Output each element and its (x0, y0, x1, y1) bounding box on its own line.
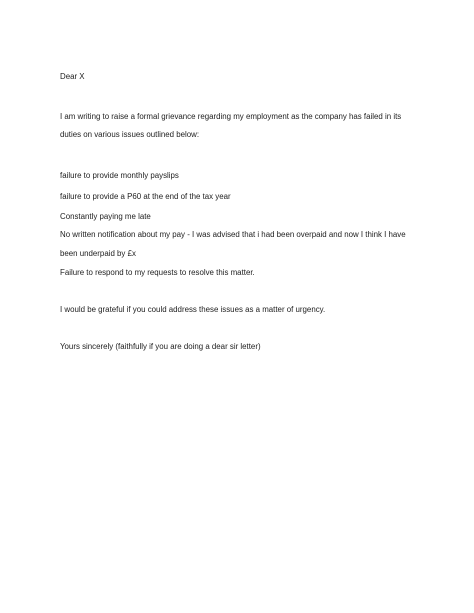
grievance-issue-pay-notification-line-1: No written notification about my pay - I was advised that i had been overpaid and now I think I have (60, 230, 406, 239)
letter-intro-line-2: duties on various issues outlined below: (60, 130, 200, 139)
letter-request: I would be grateful if you could address these issues as a matter of urgency. (60, 305, 326, 314)
grievance-issue-late-payment: Constantly paying me late (60, 212, 151, 221)
grievance-issue-pay-notification-line-2: been underpaid by £x (60, 249, 136, 258)
grievance-issue-no-response: Failure to respond to my requests to resolve this matter. (60, 268, 255, 277)
grievance-issue-payslips: failure to provide monthly payslips (60, 171, 179, 180)
letter-greeting: Dear X (60, 72, 85, 81)
grievance-issue-p60: failure to provide a P60 at the end of the tax year (60, 192, 231, 201)
letter-intro-line-1: I am writing to raise a formal grievance regarding my employment as the company has failed in its (60, 112, 402, 121)
letter-closing: Yours sincerely (faithfully if you are doing a dear sir letter) (60, 342, 261, 351)
